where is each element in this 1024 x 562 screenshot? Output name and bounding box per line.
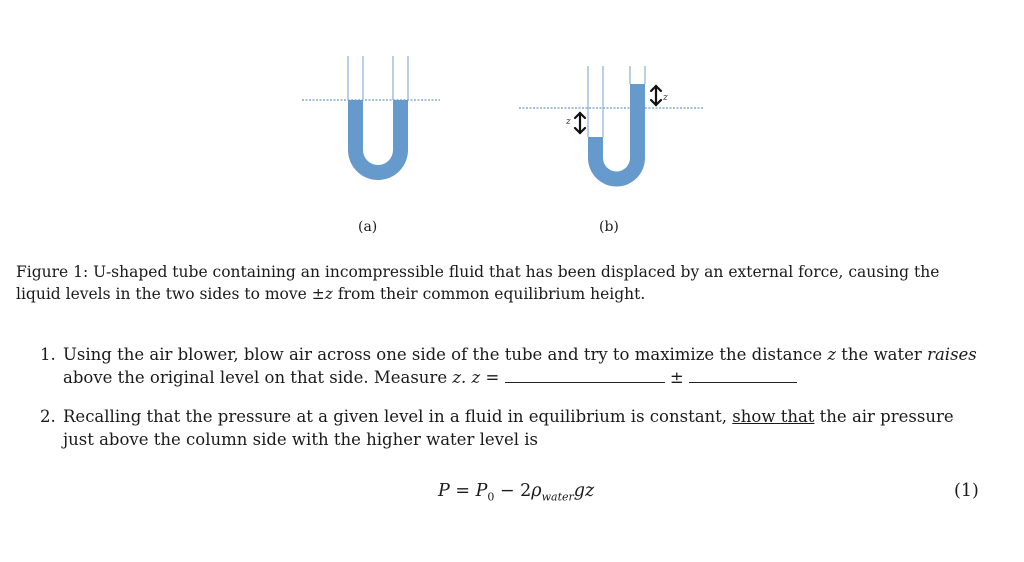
underlined-show-that: show that [732, 407, 815, 426]
measurement-value-blank[interactable] [505, 368, 665, 383]
eq-rho: ρ [531, 481, 542, 501]
caption-prefix: Figure 1: [16, 263, 89, 281]
caption-pm: ± [311, 284, 325, 303]
list-item-1 [40, 343, 984, 389]
caption-text-2: from their common equilibrium height. [337, 284, 646, 303]
item-number: 2. [40, 407, 56, 426]
pressure-equation [438, 481, 594, 504]
eq-P: P [438, 481, 450, 501]
math-z: z [827, 345, 837, 364]
math-z: z [471, 368, 481, 387]
eq-equals: = [449, 481, 476, 501]
item-text: Using the air blower, blow air across one side of the tube and try to maximize the distance [63, 345, 823, 364]
eq-gz: gz [573, 481, 595, 501]
eq-minus-two: − 2 [494, 481, 532, 501]
equation-number: (1) [954, 481, 979, 501]
arrow-label-z-left: z [566, 117, 571, 127]
item-text: Recalling that the pressure at a given level in a fluid in equilibrium is constant, [63, 407, 728, 426]
item-text: the water [841, 345, 922, 364]
arrow-label-z-right: z [663, 93, 668, 103]
uncertainty-blank[interactable] [689, 368, 797, 383]
eq-sub-water: water [541, 490, 574, 504]
item-number: 1. [40, 345, 56, 364]
panel-b-label: (b) [599, 219, 619, 235]
emphasis-raises: raises [927, 345, 977, 364]
fluid [348, 100, 408, 180]
displacement-arrow-right [651, 86, 661, 105]
item-text: the air pressure just above the column side with the higher water level is [63, 407, 954, 449]
plus-minus-sign: ± [669, 368, 684, 387]
item-text: above the original level on that side. Measure [63, 368, 448, 387]
caption-text-1: U-shaped tube containing an incompressible fluid that has been displaced by an external force, causing the liquid levels in the two sides to move [16, 263, 940, 303]
equals-sign: = [485, 368, 500, 387]
u-tube-figure-a [296, 48, 446, 188]
displacement-arrow-left [575, 113, 585, 133]
figure-caption [16, 262, 984, 305]
list-item-2 [40, 405, 984, 451]
fluid [588, 84, 645, 187]
eq-P0: P [475, 481, 488, 501]
math-z: z. [452, 368, 467, 387]
panel-a-label: (a) [358, 219, 378, 235]
eq-sub-0: 0 [487, 490, 495, 504]
caption-z: z [324, 284, 333, 303]
u-tube-figure-b [516, 58, 711, 193]
